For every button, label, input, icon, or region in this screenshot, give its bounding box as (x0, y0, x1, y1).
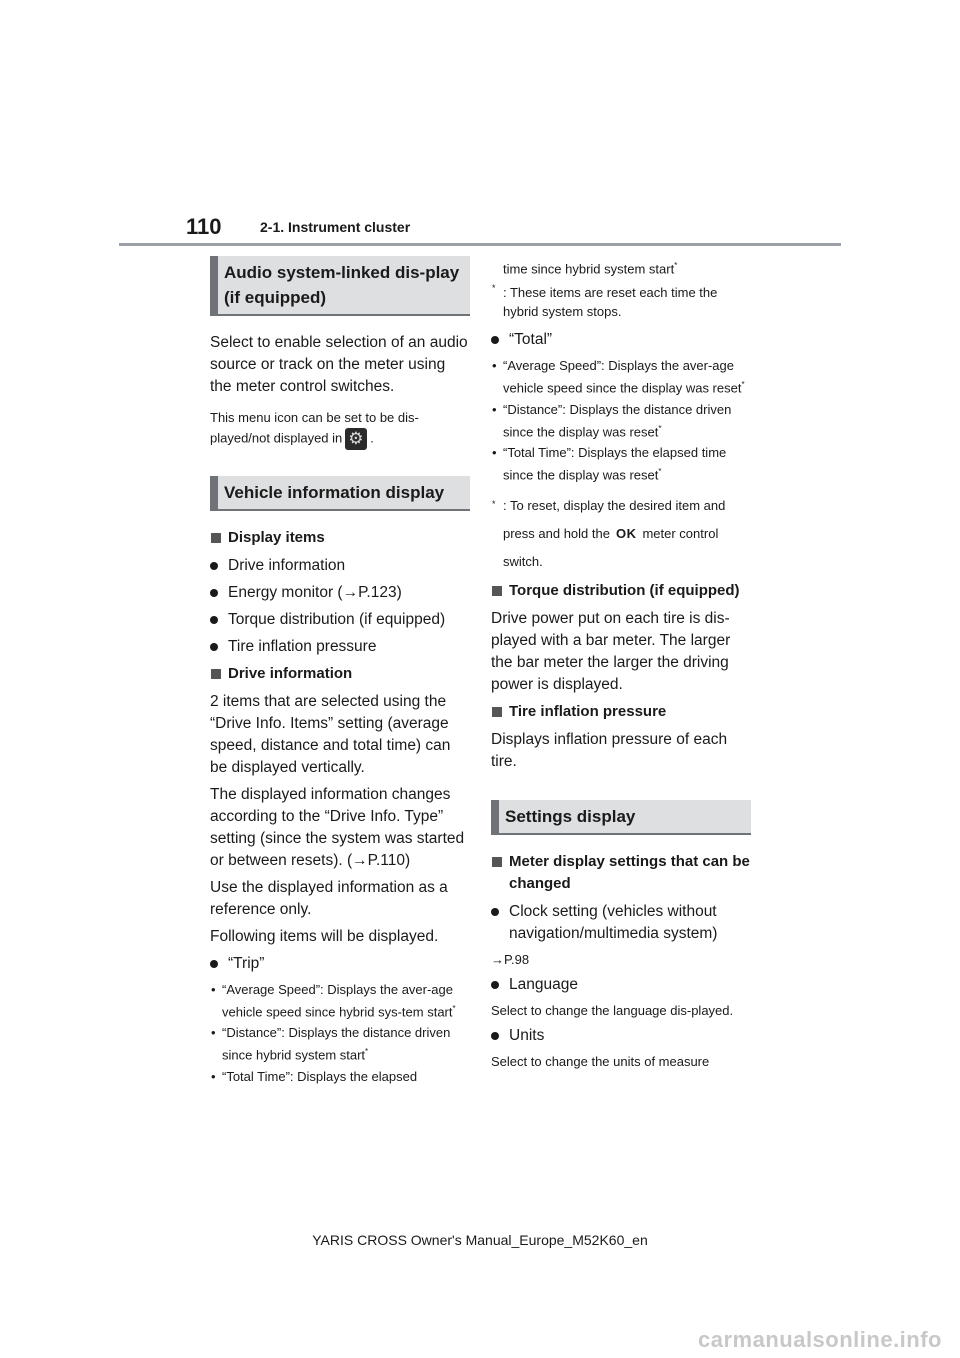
clock-setting-text: Clock setting (vehicles without navigation/multimedia system) (509, 903, 718, 943)
audio-paragraph: Select to enable selection of an audio source or track on the meter using the meter control switches. (210, 334, 468, 395)
trip-item (210, 1067, 470, 1086)
footnote-reset-text: : These items are reset each time the hybrid system stops. (503, 285, 718, 320)
list-item-text: Drive information (228, 557, 346, 574)
footnote-ok-text: : To reset, display the desired item and press and hold the (503, 498, 726, 542)
audio-icon-note-end: . (370, 430, 374, 446)
drive-info-para-4: Following items will be displayed. (210, 928, 439, 945)
clock-setting (491, 901, 751, 945)
units-setting-text: Units (509, 1027, 545, 1045)
units-setting (491, 1025, 751, 1047)
clock-reference: →P.98 (491, 952, 530, 968)
left-column (210, 256, 470, 1088)
torque-paragraph: Drive power put on each tire is dis-played with a bar meter. The larger the bar meter the larger the driving power is displayed. (491, 610, 731, 694)
total-item: • “Total Time”: Displays the elapsed time since the display was reset* (491, 443, 751, 484)
list-item (210, 609, 470, 631)
trip-continuation: time since hybrid system start* (503, 261, 678, 277)
total-item-text: “Distance”: Displays the distance driven since the display was reset (503, 401, 732, 439)
gear-icon (345, 428, 367, 450)
language-setting (491, 974, 751, 996)
drive-info-para-2: The displayed information changes according to the “Drive Info. Type” setting (since the system was started or between resets). (→P.110) (210, 786, 465, 869)
trip-label (210, 953, 470, 975)
language-setting-text: Language (509, 976, 578, 994)
page-number: 110 (186, 214, 222, 239)
audio-icon-note (210, 408, 470, 450)
subheading-tire: Tire inflation pressure (491, 701, 751, 723)
footer-manual-title: YARIS CROSS Owner's Manual_Europe_M52K60_en (312, 1232, 648, 1248)
section-heading-audio: Audio system-linked dis-play (if equipped) (210, 256, 470, 316)
footnote-ok: * : To reset, display the desired item and press and hold the OK meter control switch. (492, 498, 726, 570)
drive-info-para-3: Use the displayed information as a reference only. (210, 879, 448, 918)
total-item: • “Average Speed”: Displays the aver-age vehicle speed since the display was reset* (491, 356, 751, 397)
trip-continuation-text: time since hybrid system start (503, 261, 675, 277)
list-item (210, 582, 470, 604)
subheading-display-items: Display items (210, 527, 470, 549)
total-label-text: “Total” (509, 331, 553, 349)
list-item-text: Torque distribution (if equipped) (228, 611, 446, 628)
header-rule (119, 243, 841, 246)
ok-switch-icon: OK (615, 526, 637, 542)
trip-item-text: “Total Time”: Displays the elapsed (222, 1068, 418, 1084)
trip-item: • “Distance”: Displays the distance driven since hybrid system start* (210, 1023, 470, 1064)
section-heading-vehicle-info: Vehicle information display (210, 476, 470, 511)
units-description: Select to change the units of measure (491, 1054, 710, 1070)
chapter-title: 2-1. Instrument cluster (260, 219, 411, 235)
trip-item-text: “Average Speed”: Displays the aver-age vehicle speed since hybrid sys-tem start (222, 982, 453, 1020)
section-heading-settings: Settings display (491, 800, 751, 835)
trip-item-text: “Distance”: Displays the distance driven since hybrid system start (222, 1025, 451, 1063)
list-item-text: Tire inflation pressure (228, 638, 377, 655)
subheading-drive-info: Drive information (210, 663, 470, 685)
total-item-text: “Average Speed”: Displays the aver-age vehicle speed since the display was reset (503, 358, 742, 396)
tire-paragraph: Displays inflation pressure of each tire. (491, 731, 728, 771)
right-column (491, 256, 751, 1076)
list-item (210, 555, 470, 577)
drive-info-para-1: 2 items that are selected using the “Drive Info. Items” setting (average speed, distance and total time) can be displayed vertically. (210, 693, 451, 776)
total-item-text: “Total Time”: Displays the elapsed time since the display was reset (503, 444, 727, 483)
subheading-meter-settings: Meter display settings that can be changed (491, 851, 751, 895)
list-item (210, 636, 470, 658)
total-label (491, 329, 751, 351)
watermark: carmanualsonline.info (698, 1327, 942, 1352)
list-item-text: Energy monitor (→P.123) (228, 584, 402, 601)
audio-icon-note-text: This menu icon can be set to be dis-played/not displayed in (210, 410, 419, 446)
footnote-ok-text-end: meter control switch. (503, 526, 719, 570)
trip-label-text: “Trip” (228, 955, 265, 972)
trip-item: • “Average Speed”: Displays the aver-age vehicle speed since hybrid sys-tem start* (210, 980, 470, 1021)
subheading-torque: Torque distribution (if equipped) (491, 580, 751, 602)
footnote-reset: * : These items are reset each time the hybrid system stops. (492, 283, 718, 320)
total-item: • “Distance”: Displays the distance driven since the display was reset* (491, 400, 751, 441)
language-description: Select to change the language dis-played. (491, 1003, 734, 1019)
